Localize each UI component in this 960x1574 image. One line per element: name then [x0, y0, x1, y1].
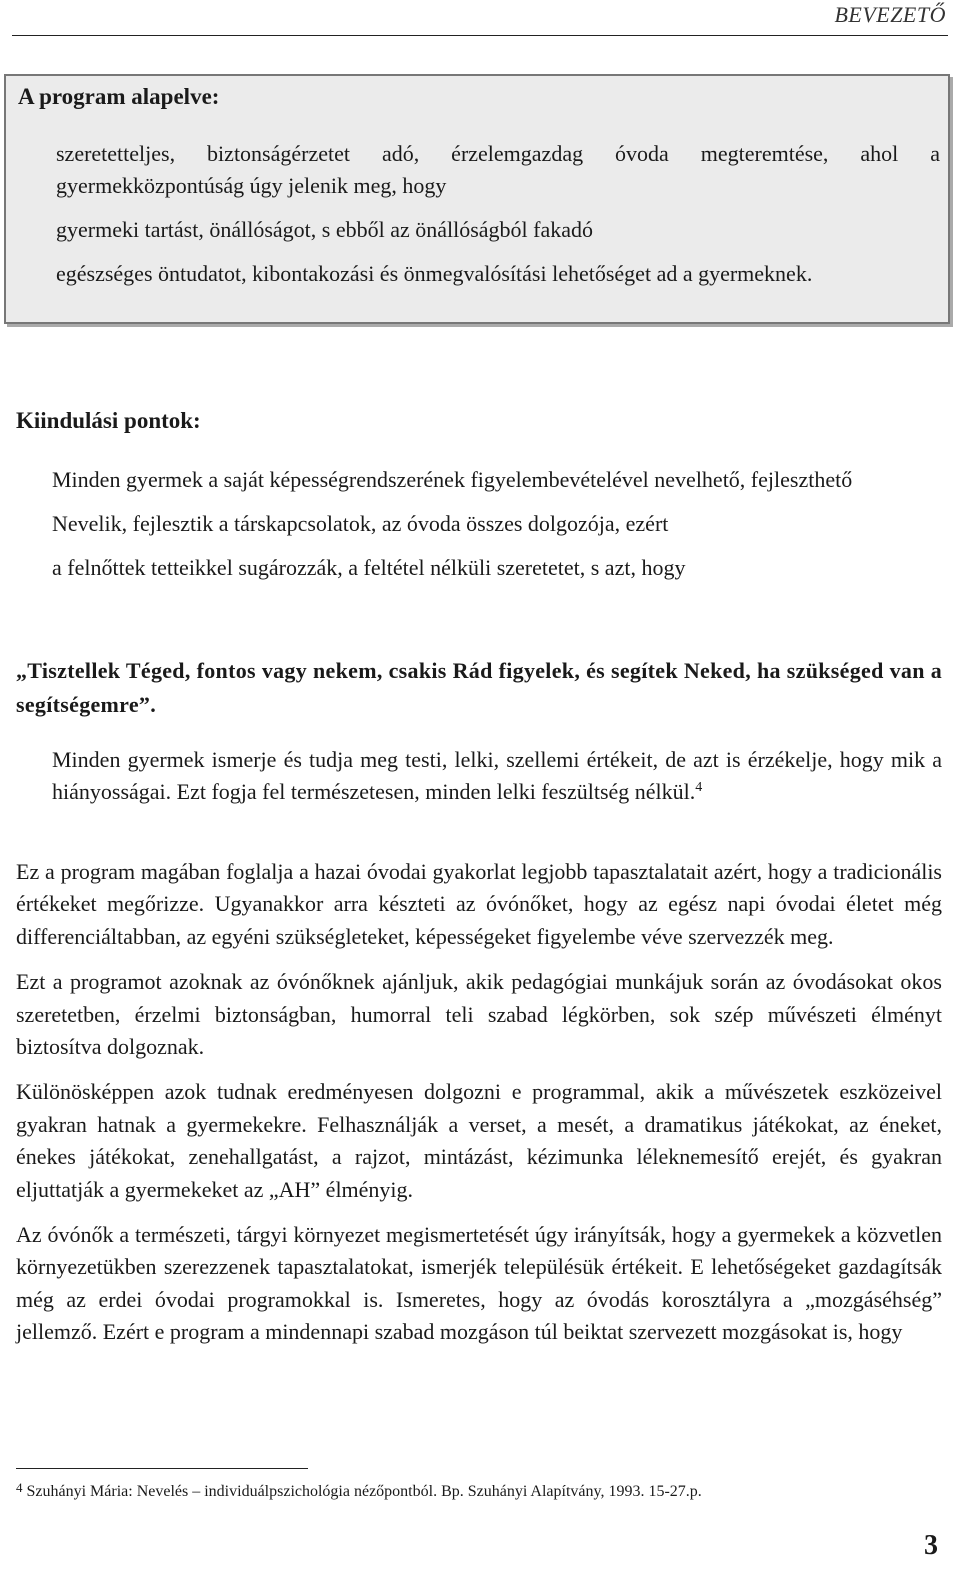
- footnote-text: Szuhányi Mária: Nevelés – individuálpszichológia nézőpontból. Bp. Szuhányi Alapítvány, 1993. 15-27.p.: [26, 1483, 702, 1500]
- principle-box: [4, 74, 950, 324]
- running-header: BEVEZETŐ: [834, 2, 946, 27]
- starting-point-4: [52, 744, 942, 808]
- header-rule: [12, 35, 948, 36]
- starting-points-title: Kiindulási pontok:: [16, 408, 201, 433]
- starting-point-2: Nevelik, fejlesztik a társkapcsolatok, az óvoda összes dolgozója, ezért: [52, 511, 669, 536]
- footnote-mark: 4: [16, 1480, 23, 1495]
- body-paragraph-3: Különösképpen azok tudnak eredményesen dolgozni e programmal, akik a művészetek eszközeivel gyakran hatnak a gyermekekre. Felhasználják a verset, a mesét, a dramatikus játékokat, az éneket, énekes játékokat, zenehallgatást, a rajzot, mintázást, kézimunka léleknemesítő erejét, és gyakran eljuttatják a gyermekeket az „AH” élményig.: [16, 1079, 942, 1202]
- quote: „Tisztellek Téged, fontos vagy nekem, csakis Rád figyelek, és segítek Neked, ha szükséged van a segítségemre”.: [16, 658, 942, 717]
- body-paragraph-4: Az óvónők a természeti, tárgyi környezet megismertetését úgy irányítsák, hogy a gyermekek a közvetlen környezetükben szerezzenek tapasztalatokat, ismerjék településük értékeit. E lehetőségeket gazdagítsák még az erdei óvodai programokkal is. Ismeretes, hogy az óvodás korosztályra a „mozgáséhség” jellemző. Ezért e program a mindennapi szabad mozgáson túl beiktat szervezett mozgásokat is, hogy: [16, 1222, 942, 1345]
- starting-point-1: Minden gyermek a saját képességrendszerének figyelembevételével nevelhető, fejleszthető: [52, 467, 853, 492]
- footnote: [16, 1480, 702, 1501]
- footnote-rule: [16, 1468, 308, 1469]
- page-number: 3: [924, 1530, 938, 1561]
- principle-line-1: szeretetteljes, biztonságérzetet adó, érzelemgazdag óvoda megteremtése, ahol a gyermekközpontúság úgy jelenik meg, hogy: [56, 141, 940, 198]
- body-paragraph-1: Ez a program magában foglalja a hazai óvodai gyakorlat legjobb tapasztalatait azért, hogy a tradicionális értékeket megőrizze. Ugyanakkor arra készteti az óvónőket, hogy az egész napi óvodai életet még differenciáltabban, az egyéni szükségleteket, képességeket figyelembe véve szervezzék meg.: [16, 859, 942, 949]
- principle-line-3: egészséges öntudatot, kibontakozási és önmegvalósítási lehetőséget ad a gyermeknek.: [56, 261, 813, 286]
- body-paragraph-2: Ezt a programot azoknak az óvónőknek ajánljuk, akik pedagógiai munkájuk során az óvodásokat okos szeretetben, érzelmi biztonságban, humorral teli szabad légkörben, sok szép művészeti élményt biztosítva dolgoznak.: [16, 969, 942, 1060]
- body-text: [16, 856, 942, 1362]
- principle-body: [56, 138, 940, 290]
- starting-point-3: a felnőttek tetteikkel sugározzák, a feltétel nélküli szeretetet, s azt, hogy: [52, 555, 686, 580]
- principle-line-2: gyermeki tartást, önállóságot, s ebből az önállóságból fakadó: [56, 217, 594, 242]
- starting-point-4-block: [52, 744, 942, 808]
- starting-point-4-text: Minden gyermek ismerje és tudja meg testi, lelki, szellemi értékeit, de azt is érzékelje, hogy mik a hiányosságai. Ezt fogja fel természetesen, minden lelki feszültség nélkül.: [52, 747, 942, 804]
- footnote-ref[interactable]: 4: [695, 780, 703, 795]
- principle-title: A program alapelve:: [18, 84, 220, 109]
- starting-points-list: [52, 464, 942, 584]
